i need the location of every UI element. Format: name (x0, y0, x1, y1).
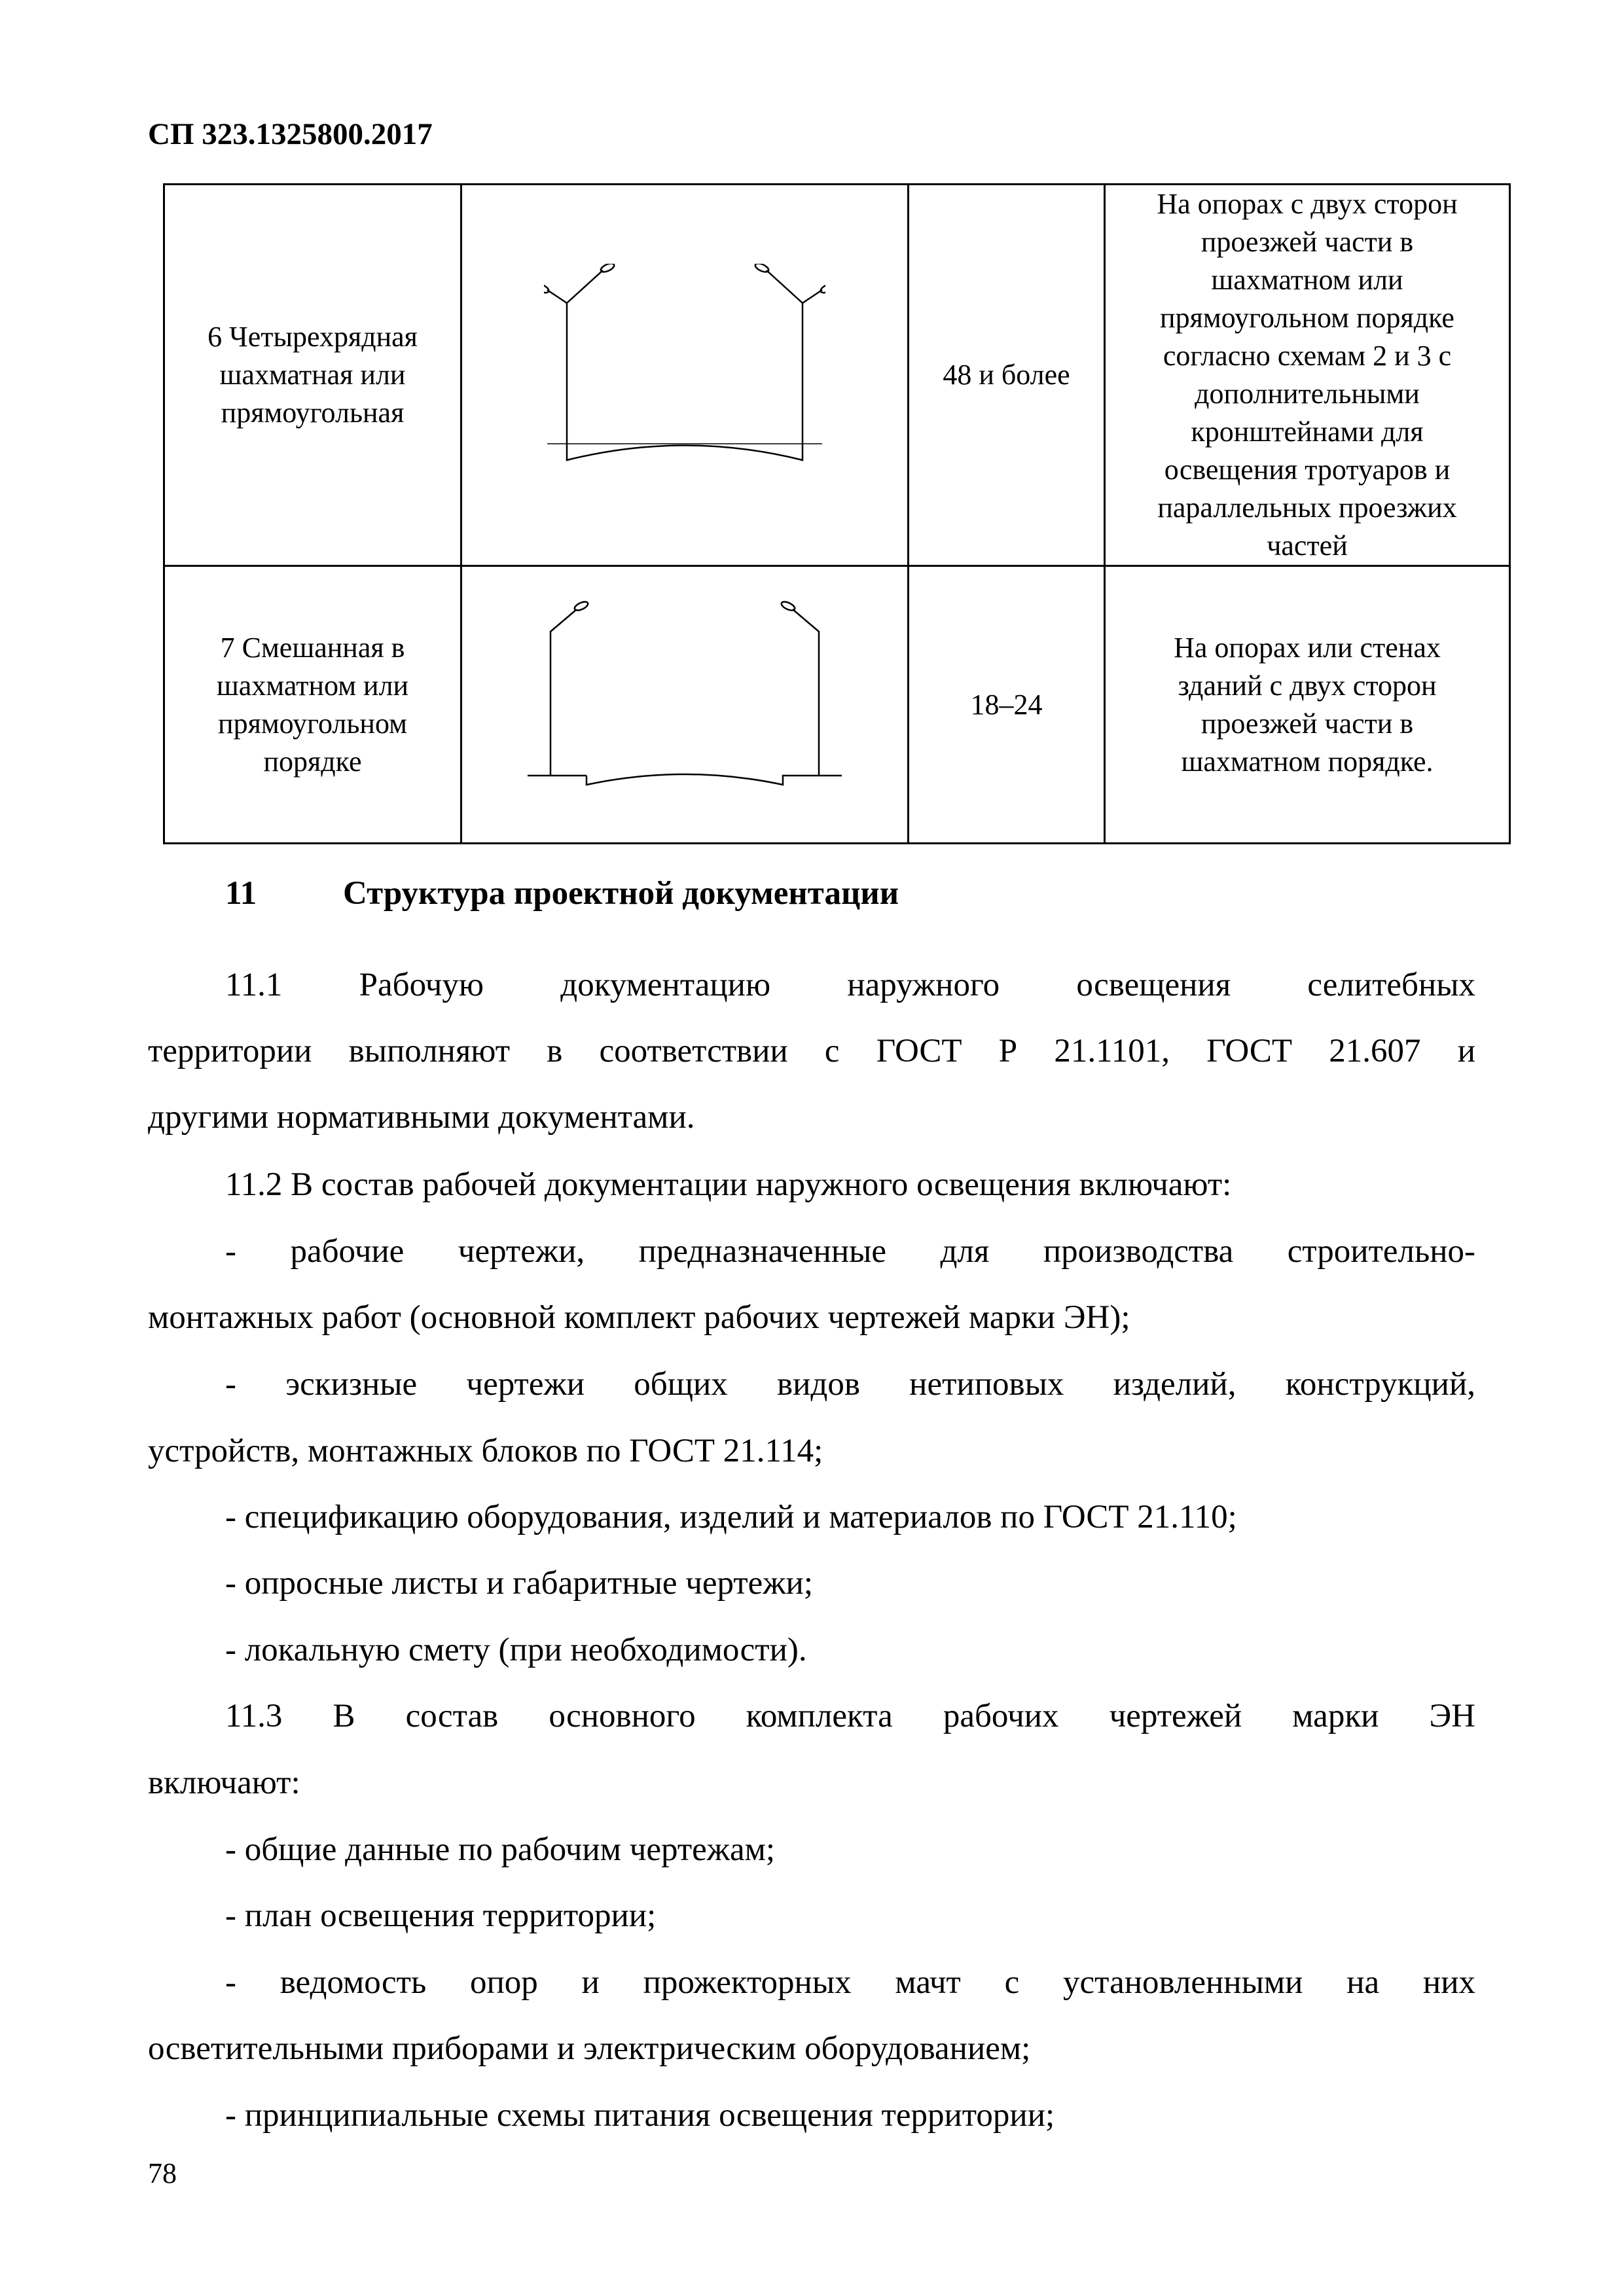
text-line: шахматном или (1211, 264, 1403, 296)
table-row (164, 566, 1510, 844)
placement-cell (1105, 566, 1510, 844)
list-item: - спецификацию оборудования, изделий и материалов по ГОСТ 21.110; (225, 1499, 1237, 1535)
table-row (164, 185, 1510, 566)
paragraph-line: 11.2 В состав рабочей документации наружного освещения включают: (225, 1166, 1232, 1203)
paragraph-line: 11.3 В состав основного комплекта рабочих чертежей марки ЭН (225, 1698, 1475, 1734)
page-number: 78 (148, 2157, 177, 2189)
list-item: - общие данные по рабочим чертежам; (225, 1831, 776, 1868)
list-item: - ведомость опор и прожекторных мачт с установленными на них (225, 1964, 1475, 2001)
text-line: прямоугольном порядке (1160, 302, 1454, 334)
text-line: частей (1267, 529, 1348, 562)
text-line: 6 Четырехрядная (208, 321, 418, 353)
text-line: параллельных проезжих (1157, 492, 1457, 524)
text-line: шахматном порядке. (1181, 745, 1434, 778)
list-item-continuation: устройств, монтажных блоков по ГОСТ 21.114; (148, 1433, 823, 1469)
four-row-street-lighting-scheme-icon (544, 264, 825, 486)
list-item-continuation: монтажных работ (основной комплект рабочих чертежей марки ЭН); (148, 1299, 1130, 1336)
scheme-figure-cell (461, 185, 909, 566)
text-line: согласно схемам 2 и 3 с (1163, 340, 1452, 372)
paragraph-line: 11.1 Рабочую документацию наружного освещения селитебных (225, 967, 1475, 1003)
text-line: зданий с двух сторон (1178, 669, 1437, 702)
placement-cell (1105, 185, 1510, 566)
paragraph-line: другими нормативными документами. (148, 1099, 695, 1136)
text-line: проезжей части в (1200, 707, 1414, 740)
street-width-cell: 48 и более (909, 185, 1105, 566)
text-line: дополнительными (1195, 378, 1420, 410)
text-line: прямоугольном (218, 707, 407, 740)
text-line: 7 Смешанная в (220, 631, 405, 664)
text-line: проезжей части в (1200, 226, 1414, 258)
document-code: СП 323.1325800.2017 (148, 117, 433, 151)
text-line: шахматная или (219, 359, 406, 391)
list-item: - локальную смету (при необходимости). (225, 1632, 807, 1668)
layout-name-cell (164, 185, 461, 566)
list-item-continuation: осветительными приборами и электрическим оборудованием; (148, 2030, 1031, 2067)
mixed-street-lighting-scheme-icon (521, 600, 848, 810)
text-line: На опорах или стенах (1174, 631, 1441, 664)
list-item: - рабочие чертежи, предназначенные для производства строительно- (225, 1233, 1475, 1270)
layout-name-cell (164, 566, 461, 844)
list-item: - эскизные чертежи общих видов нетиповых изделий, конструкций, (225, 1366, 1475, 1403)
text-line: шахматном или (216, 669, 409, 702)
lighting-layout-table (163, 183, 1511, 844)
paragraph-line: включают: (148, 1765, 300, 1801)
list-item: - план освещения территории; (225, 1897, 657, 1934)
street-width-cell: 18–24 (909, 566, 1105, 844)
paragraph-line: территории выполняют в соответствии с ГОСТ Р 21.1101, ГОСТ 21.607 и (148, 1033, 1475, 1069)
text-line: кронштейнами для (1191, 416, 1424, 448)
list-item: - опросные листы и габаритные чертежи; (225, 1565, 814, 1602)
section-heading (225, 874, 899, 912)
text-line: освещения тротуаров и (1164, 454, 1451, 486)
text-line: прямоугольная (221, 397, 405, 429)
section-number: 11 (225, 875, 257, 912)
text-line: порядке (263, 745, 362, 778)
list-item: - принципиальные схемы питания освещения территории; (225, 2097, 1055, 2134)
text-line: На опорах с двух сторон (1157, 188, 1458, 220)
section-title: Структура проектной документации (343, 875, 899, 912)
scheme-figure-cell (461, 566, 909, 844)
